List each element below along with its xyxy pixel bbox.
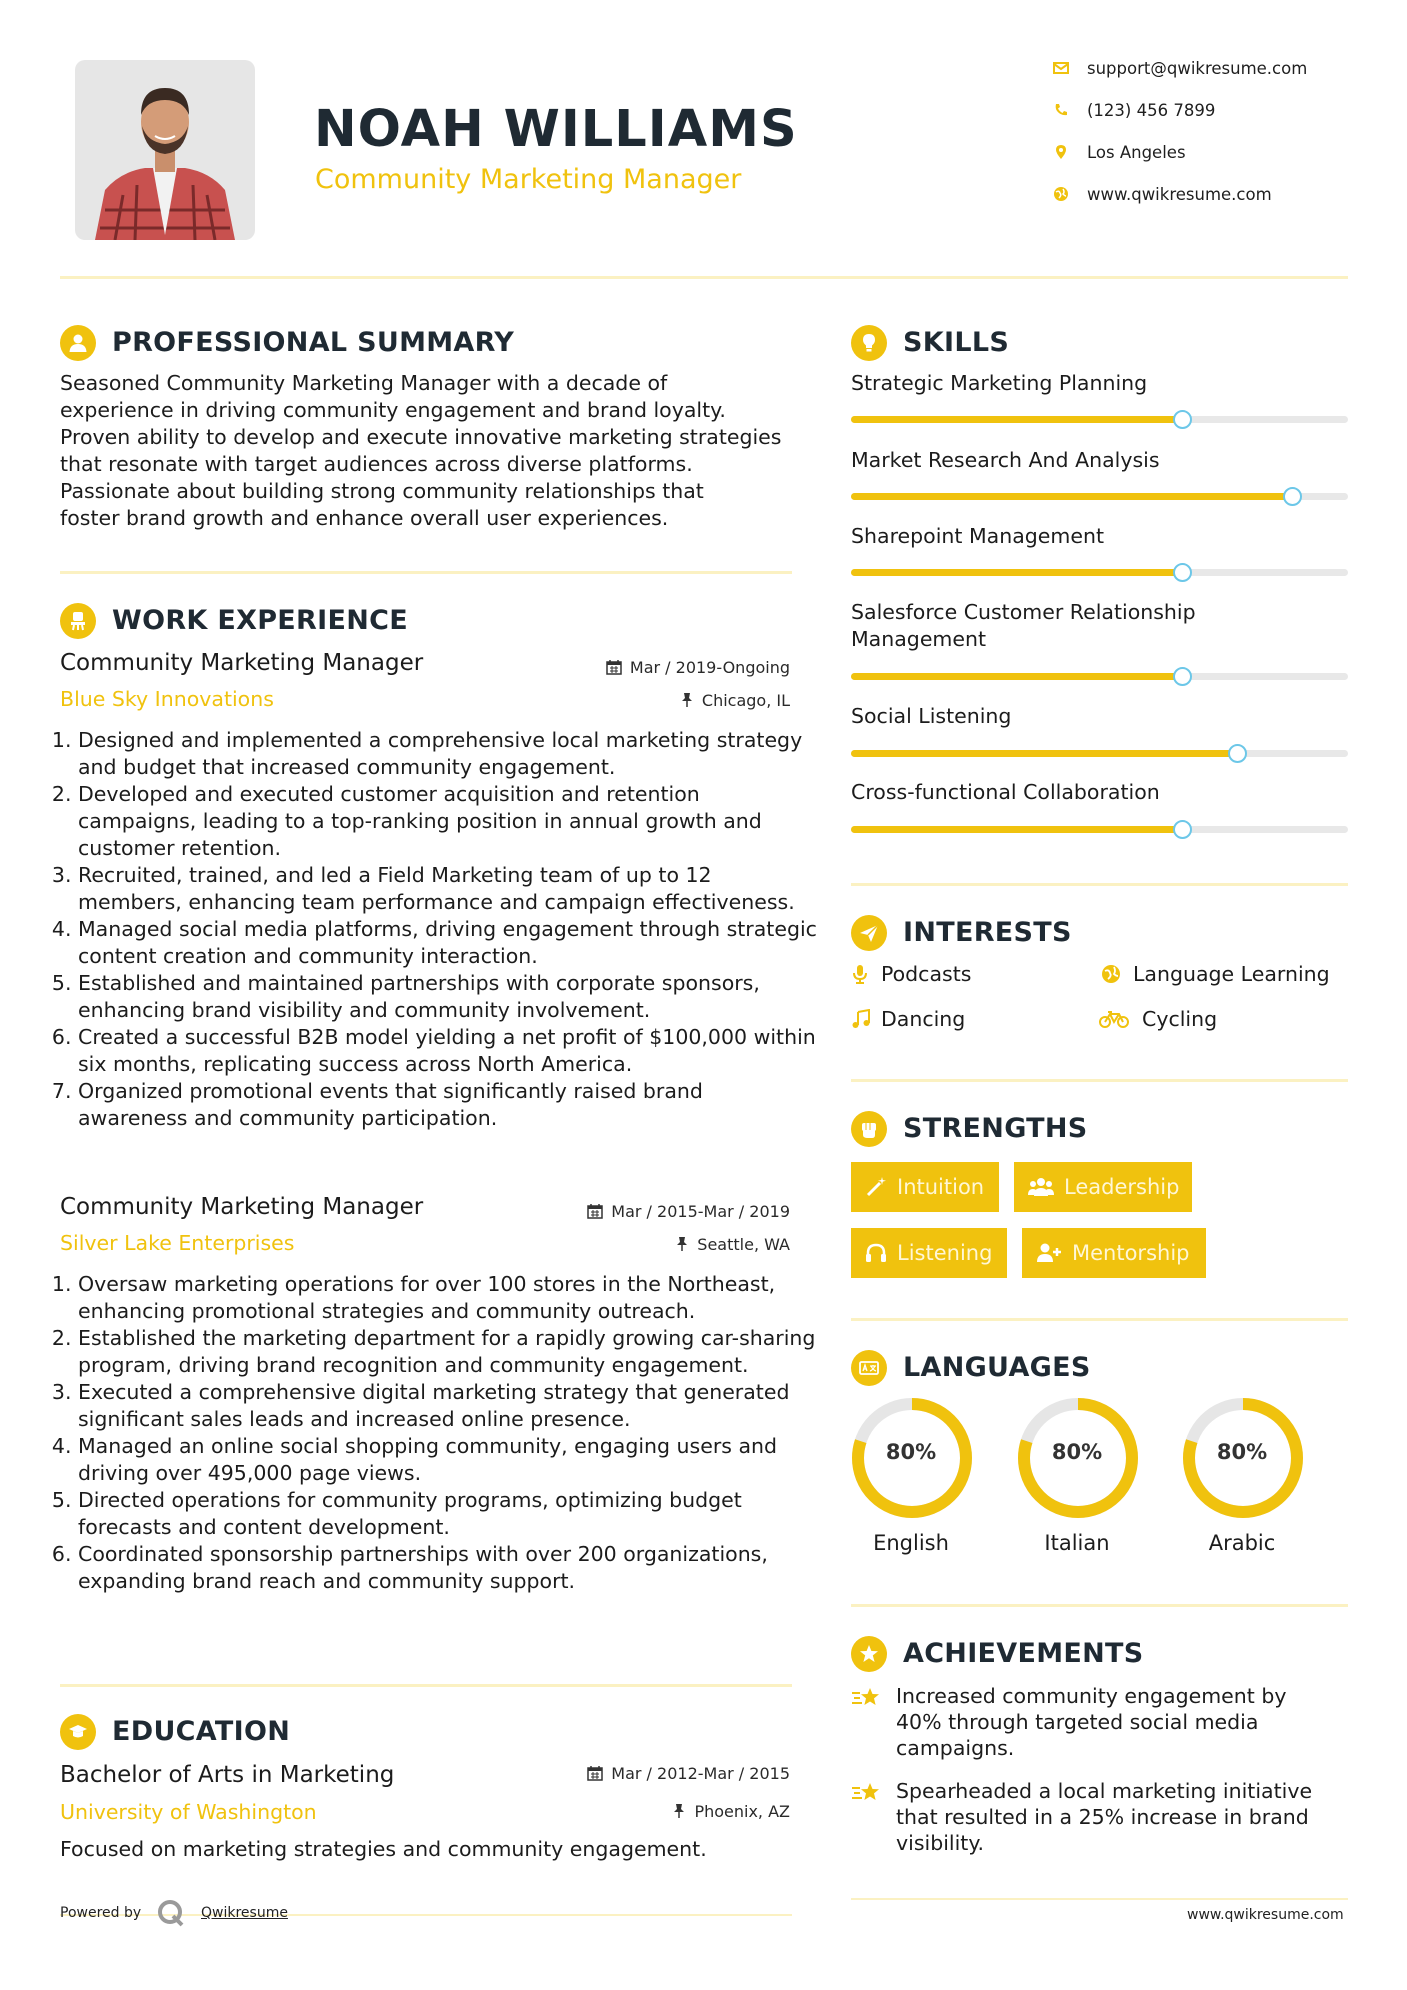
achievements-title: ACHIEVEMENTS <box>903 1638 1144 1669</box>
education-date-text: Mar / 2012-Mar / 2015 <box>611 1764 790 1783</box>
degree-title: Bachelor of Arts in Marketing <box>60 1762 395 1788</box>
qwikresume-logo-icon <box>155 1898 187 1928</box>
list-item: 3. Recruited, trained, and led a Field Marketing team of up to 12 members, enhancing team performance and campaign effectiveness. <box>78 862 818 916</box>
skills-divider <box>851 883 1348 886</box>
job-location-text: Chicago, IL <box>701 691 790 710</box>
languages-title: LANGUAGES <box>903 1352 1091 1383</box>
skill-bar <box>851 750 1348 757</box>
skill-bar-fill <box>851 673 1182 680</box>
shooting-star-icon <box>851 1782 883 1804</box>
language-item <box>1181 1396 1305 1555</box>
education-date <box>587 1764 790 1783</box>
summary-line: Proven ability to develop and execute innovative marketing strategies <box>60 425 782 449</box>
headphones-icon <box>865 1242 887 1264</box>
interest-label: Language Learning <box>1133 962 1330 986</box>
job-location <box>675 1235 790 1254</box>
language-item <box>850 1396 974 1555</box>
strengths-title: STRENGTHS <box>903 1113 1088 1144</box>
school-name: University of Washington <box>60 1800 317 1824</box>
skill-bar-knob <box>1173 667 1192 686</box>
strengths-divider <box>851 1318 1348 1321</box>
list-item: 2. Established the marketing department for a rapidly growing car-sharing program, driving brand recognition and community engagement. <box>78 1325 818 1379</box>
language-percent: 80% <box>885 1440 937 1464</box>
skills-title: SKILLS <box>903 327 1010 358</box>
skill-name: Sharepoint Management <box>851 524 1104 548</box>
strength-chip <box>1014 1162 1192 1212</box>
interest-label: Podcasts <box>881 962 972 986</box>
strength-chip <box>851 1228 1007 1278</box>
list-item: 1. Oversaw marketing operations for over 100 stores in the Northeast, enhancing promotional strategies and community outreach. <box>78 1271 818 1325</box>
list-item: 3. Executed a comprehensive digital marketing strategy that generated significant sales leads and increased online presence. <box>78 1379 818 1433</box>
interests-title: INTERESTS <box>903 917 1072 948</box>
list-item: 5. Established and maintained partnerships with corporate sponsors, enhancing brand visibility and community involvement. <box>78 970 818 1024</box>
skill-bar-knob <box>1173 563 1192 582</box>
skill-bar-fill <box>851 416 1182 423</box>
language-name: English <box>873 1531 949 1555</box>
globe-icon <box>1101 964 1121 984</box>
skill-bar <box>851 493 1348 500</box>
skill-bar-fill <box>851 826 1182 833</box>
summary-text <box>60 370 800 532</box>
paper-plane-icon <box>859 923 879 943</box>
job-location-text: Seattle, WA <box>697 1235 790 1254</box>
language-name: Italian <box>1044 1531 1110 1555</box>
company-name: Silver Lake Enterprises <box>60 1231 295 1255</box>
education-description: Focused on marketing strategies and community engagement. <box>60 1837 707 1861</box>
lightbulb-icon <box>859 333 879 353</box>
skill-name: Social Listening <box>851 704 1012 728</box>
footer-website-link[interactable]: www.qwikresume.com <box>1187 1907 1344 1923</box>
powered-by-label: Powered by <box>60 1905 142 1921</box>
bicycle-icon <box>1099 1009 1129 1029</box>
calendar-icon <box>587 1203 603 1219</box>
skill-bar-fill <box>851 493 1292 500</box>
summary-line: that resonate with target audiences across diverse platforms. <box>60 452 693 476</box>
job-title: Community Marketing Manager <box>60 1194 424 1220</box>
contact-website-text: www.qwikresume.com <box>1087 185 1272 204</box>
interests-divider <box>851 1079 1348 1082</box>
list-item: 6. Created a successful B2B model yielding a net profit of $100,000 within six months, replicating success across North America. <box>78 1024 818 1078</box>
job-location <box>680 691 790 710</box>
calendar-icon <box>587 1765 603 1781</box>
candidate-job-title: Community Marketing Manager <box>315 164 742 195</box>
summary-title: PROFESSIONAL SUMMARY <box>112 327 515 358</box>
job-date-text: Mar / 2019-Ongoing <box>629 658 790 677</box>
job-duties-list <box>60 1271 818 1595</box>
list-item: 7. Organized promotional events that significantly raised brand awareness and community participation. <box>78 1078 818 1132</box>
strength-label: Intuition <box>897 1175 985 1199</box>
skill-bar <box>851 416 1348 423</box>
experience-title: WORK EXPERIENCE <box>112 605 408 636</box>
star-badge-icon <box>859 1644 879 1664</box>
skill-bar <box>851 569 1348 576</box>
globe-icon <box>1053 185 1069 203</box>
contact-phone-text: (123) 456 7899 <box>1087 101 1216 120</box>
list-item: 5. Directed operations for community programs, optimizing budget forecasts and content development. <box>78 1487 818 1541</box>
strength-chip <box>1022 1228 1206 1278</box>
header-divider <box>60 276 1348 279</box>
skill-bar <box>851 826 1348 833</box>
skill-name: Market Research And Analysis <box>851 448 1160 472</box>
envelope-icon <box>1053 59 1069 77</box>
skill-bar-knob <box>1173 820 1192 839</box>
strength-chip <box>851 1162 999 1212</box>
calendar-icon <box>606 659 622 675</box>
summary-line: experience in driving community engagement and brand loyalty. <box>60 398 726 422</box>
skill-bar-knob <box>1173 410 1192 429</box>
skill-bar-fill <box>851 569 1182 576</box>
list-item: 4. Managed an online social shopping community, engaging users and driving over 495,000 page views. <box>78 1433 818 1487</box>
user-plus-icon <box>1036 1242 1062 1264</box>
education-title: EDUCATION <box>112 1716 291 1747</box>
music-note-icon <box>851 1009 871 1029</box>
interest-label: Dancing <box>881 1007 966 1031</box>
contact-location-text: Los Angeles <box>1087 143 1186 162</box>
language-percent: 80% <box>1051 1440 1103 1464</box>
skill-name: Strategic Marketing Planning <box>851 371 1148 395</box>
languages-divider <box>851 1604 1348 1607</box>
language-percent: 80% <box>1216 1440 1268 1464</box>
skill-name: Cross-functional Collaboration <box>851 780 1160 804</box>
map-pin-icon <box>1053 143 1069 161</box>
summary-line: Passionate about building strong community relationships that <box>60 479 704 503</box>
summary-divider <box>60 571 792 574</box>
achievement-text: Spearheaded a local marketing initiative that resulted in a 25% increase in brand visibility. <box>896 1779 1313 1855</box>
profile-photo <box>75 60 255 240</box>
company-name: Blue Sky Innovations <box>60 687 274 711</box>
pushpin-icon <box>672 1803 686 1819</box>
footer-divider-right <box>851 1898 1348 1900</box>
skill-bar-knob <box>1283 487 1302 506</box>
skill-bar <box>851 673 1348 680</box>
job-duties-list <box>60 727 818 1132</box>
graduation-cap-icon <box>68 1722 88 1742</box>
contact-email-text: support@qwikresume.com <box>1087 59 1308 78</box>
education-location <box>672 1802 790 1821</box>
list-item: 1. Designed and implemented a comprehensive local marketing strategy and budget that increased community engagement. <box>78 727 818 781</box>
shooting-star-icon <box>851 1687 883 1709</box>
chair-icon <box>68 611 88 631</box>
brand-link[interactable]: Qwikresume <box>201 1905 288 1921</box>
skill-name: Salesforce Customer Relationship Management <box>851 600 1196 651</box>
list-item: 6. Coordinated sponsorship partnerships with over 200 organizations, expanding brand reach and community support. <box>78 1541 818 1595</box>
strength-label: Listening <box>897 1241 993 1265</box>
strength-label: Leadership <box>1064 1175 1180 1199</box>
pushpin-icon <box>680 692 694 708</box>
candidate-name: NOAH WILLIAMS <box>314 100 798 159</box>
education-location-text: Phoenix, AZ <box>694 1802 790 1821</box>
job-date-text: Mar / 2015-Mar / 2019 <box>611 1202 790 1221</box>
language-item <box>1016 1396 1140 1555</box>
summary-line: Seasoned Community Marketing Manager with a decade of <box>60 371 668 395</box>
experience-divider <box>60 1684 792 1687</box>
strength-label: Mentorship <box>1072 1241 1190 1265</box>
summary-line: foster brand growth and enhance overall user experiences. <box>60 506 669 530</box>
language-icon <box>859 1358 879 1378</box>
job-date <box>587 1202 790 1221</box>
microphone-icon <box>851 964 869 984</box>
interest-label: Cycling <box>1142 1007 1218 1031</box>
job-title: Community Marketing Manager <box>60 650 424 676</box>
achievement-text: Increased community engagement by 40% through targeted social media campaigns. <box>896 1684 1287 1760</box>
list-item: 4. Managed social media platforms, driving engagement through strategic content creation and community interaction. <box>78 916 818 970</box>
list-item: 2. Developed and executed customer acquisition and retention campaigns, leading to a top-ranking position in annual growth and customer retention. <box>78 781 818 862</box>
skill-bar-fill <box>851 750 1237 757</box>
pushpin-icon <box>675 1236 689 1252</box>
language-name: Arabic <box>1208 1531 1276 1555</box>
job-date <box>606 658 790 677</box>
magic-wand-icon <box>865 1176 887 1198</box>
user-icon <box>68 333 88 353</box>
phone-icon <box>1053 101 1069 119</box>
group-icon <box>1028 1176 1054 1198</box>
fist-icon <box>859 1119 879 1139</box>
skill-bar-knob <box>1228 744 1247 763</box>
